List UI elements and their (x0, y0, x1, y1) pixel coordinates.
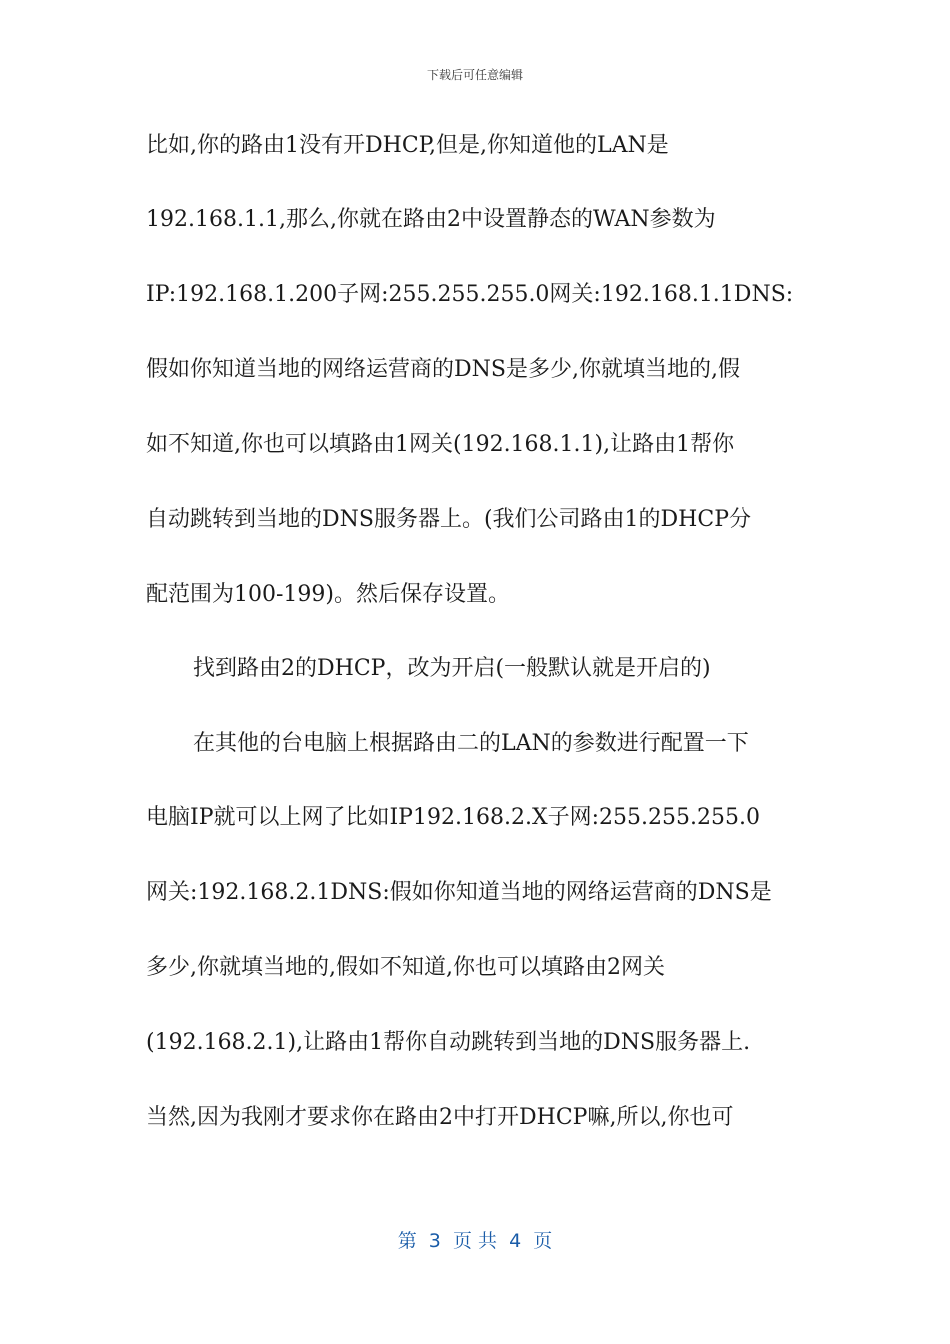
body-line-3: IP:192.168.1.200子网:255.255.255.0网关:192.168.1.1DNS: (146, 282, 794, 307)
body-line-7: 配范围为100-199)。然后保存设置。 (146, 582, 510, 607)
body-line-4: 假如你知道当地的网络运营商的DNS是多少,你就填当地的,假 (146, 357, 740, 382)
body-line-10: 电脑IP就可以上网了比如IP192.168.2.X子网:255.255.255.0 (146, 805, 760, 830)
page-number-footer: 第 3 页 共 4 页 (397, 1230, 553, 1252)
body-line-9: 在其他的台电脑上根据路由二的LAN的参数进行配置一下 (193, 731, 749, 756)
body-line-8: 找到路由2的DHCP，改为开启(一般默认就是开启的) (193, 656, 711, 681)
body-line-5: 如不知道,你也可以填路由1网关(192.168.1.1),让路由1帮你 (146, 432, 735, 457)
page-header-note: 下载后可任意编辑 (426, 68, 523, 82)
body-line-14: 当然,因为我刚才要求你在路由2中打开DHCP嘛,所以,你也可 (146, 1105, 734, 1130)
body-line-11: 网关:192.168.2.1DNS:假如你知道当地的网络运营商的DNS是 (146, 880, 772, 905)
body-line-2: 192.168.1.1,那么,你就在路由2中设置静态的WAN参数为 (146, 207, 716, 232)
body-line-12: 多少,你就填当地的,假如不知道,你也可以填路由2网关 (146, 955, 665, 980)
body-line-13: (192.168.2.1),让路由1帮你自动跳转到当地的DNS服务器上. (146, 1030, 751, 1055)
body-line-6: 自动跳转到当地的DNS服务器上。(我们公司路由1的DHCP分 (146, 507, 752, 532)
body-line-1: 比如,你的路由1没有开DHCP,但是,你知道他的LAN是 (146, 133, 669, 158)
